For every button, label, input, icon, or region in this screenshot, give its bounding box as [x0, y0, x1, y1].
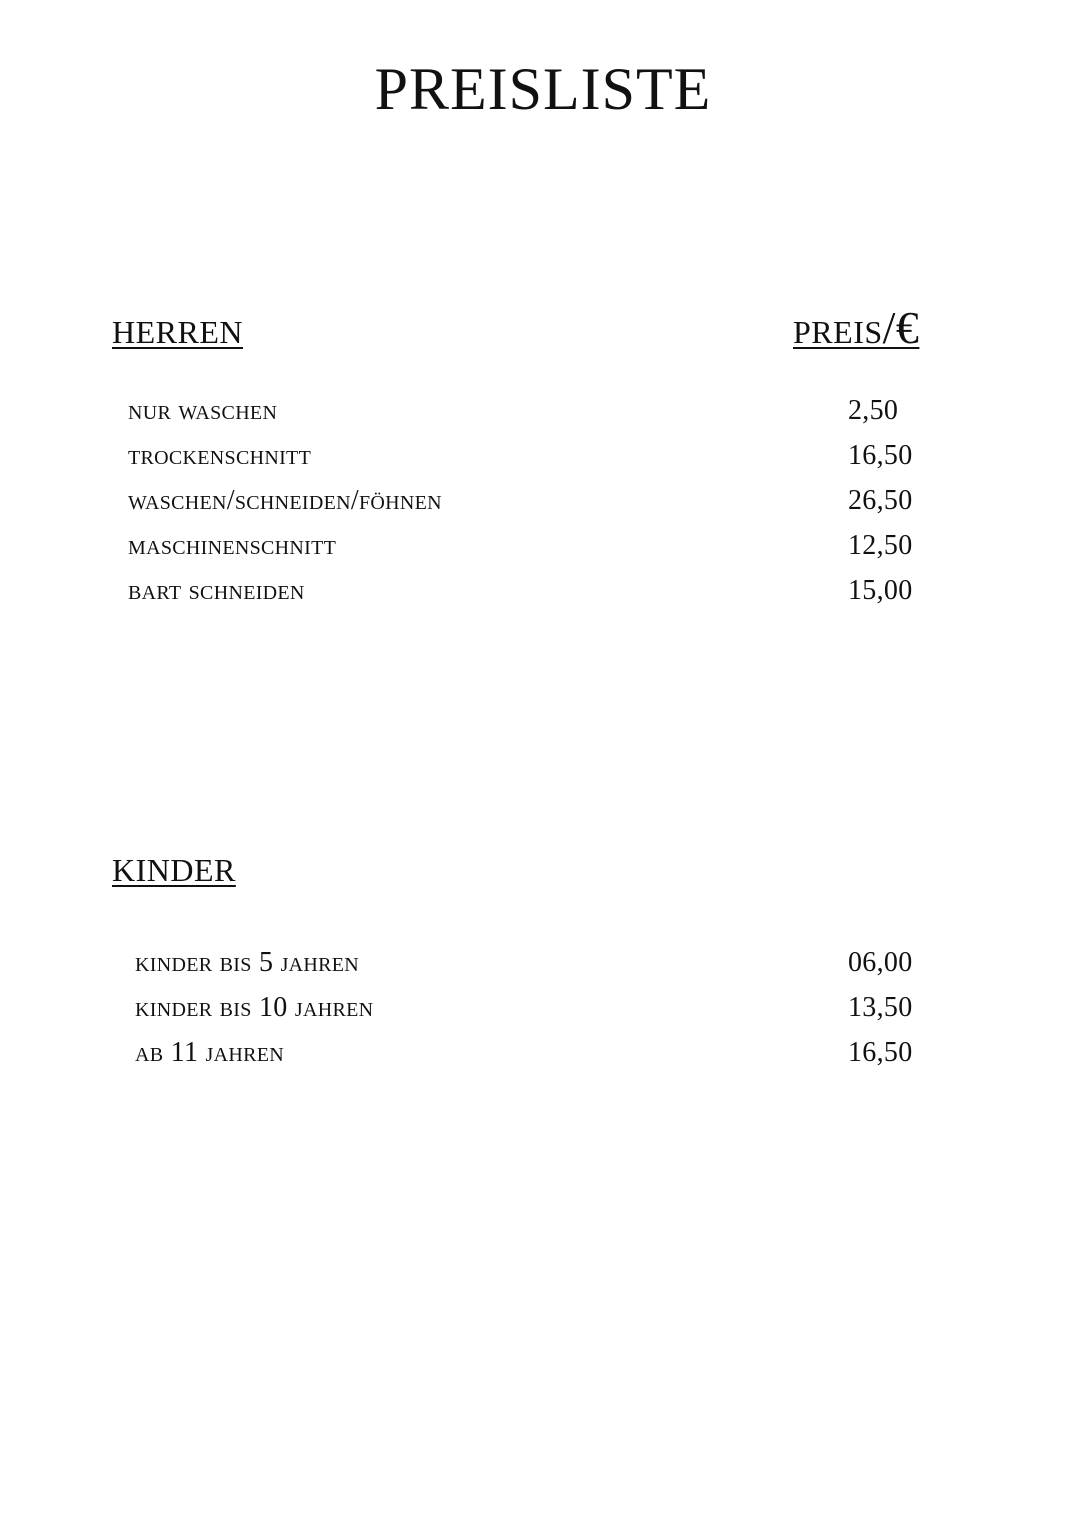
- list-item: [0, 437, 1086, 482]
- service-name: maschinenschnitt: [128, 530, 337, 561]
- herren-heading: herren: [112, 302, 243, 353]
- service-price: 15,00: [848, 575, 913, 606]
- service-name: kinder bis 5 jahren: [135, 947, 360, 978]
- service-price: 16,50: [848, 1037, 913, 1068]
- list-item: [0, 944, 1086, 989]
- service-name: nur waschen: [128, 395, 278, 426]
- list-item: [0, 527, 1086, 572]
- page-title: preisliste: [374, 32, 712, 128]
- service-price: 06,00: [848, 947, 913, 978]
- service-name: kinder bis 10 jahren: [135, 992, 374, 1023]
- kinder-price-list: [0, 944, 1086, 1079]
- service-price: 12,50: [848, 530, 913, 561]
- list-item: [0, 482, 1086, 527]
- service-name: trockenschnitt: [128, 440, 312, 471]
- list-item: [0, 1034, 1086, 1079]
- service-name: ab 11 jahren: [135, 1037, 285, 1068]
- service-name: bart schneiden: [128, 575, 305, 606]
- list-item: [0, 572, 1086, 617]
- list-item: [0, 392, 1086, 437]
- service-price: 2,50: [848, 395, 899, 426]
- service-price: 26,50: [848, 485, 913, 516]
- service-price: 13,50: [848, 992, 913, 1023]
- service-price: 16,50: [848, 440, 913, 471]
- service-name: waschen/schneiden/föhnen: [128, 485, 442, 516]
- kinder-heading: kinder: [112, 840, 236, 891]
- list-item: [0, 989, 1086, 1034]
- price-column-heading: preis/€: [793, 302, 920, 353]
- herren-price-list: [0, 392, 1086, 617]
